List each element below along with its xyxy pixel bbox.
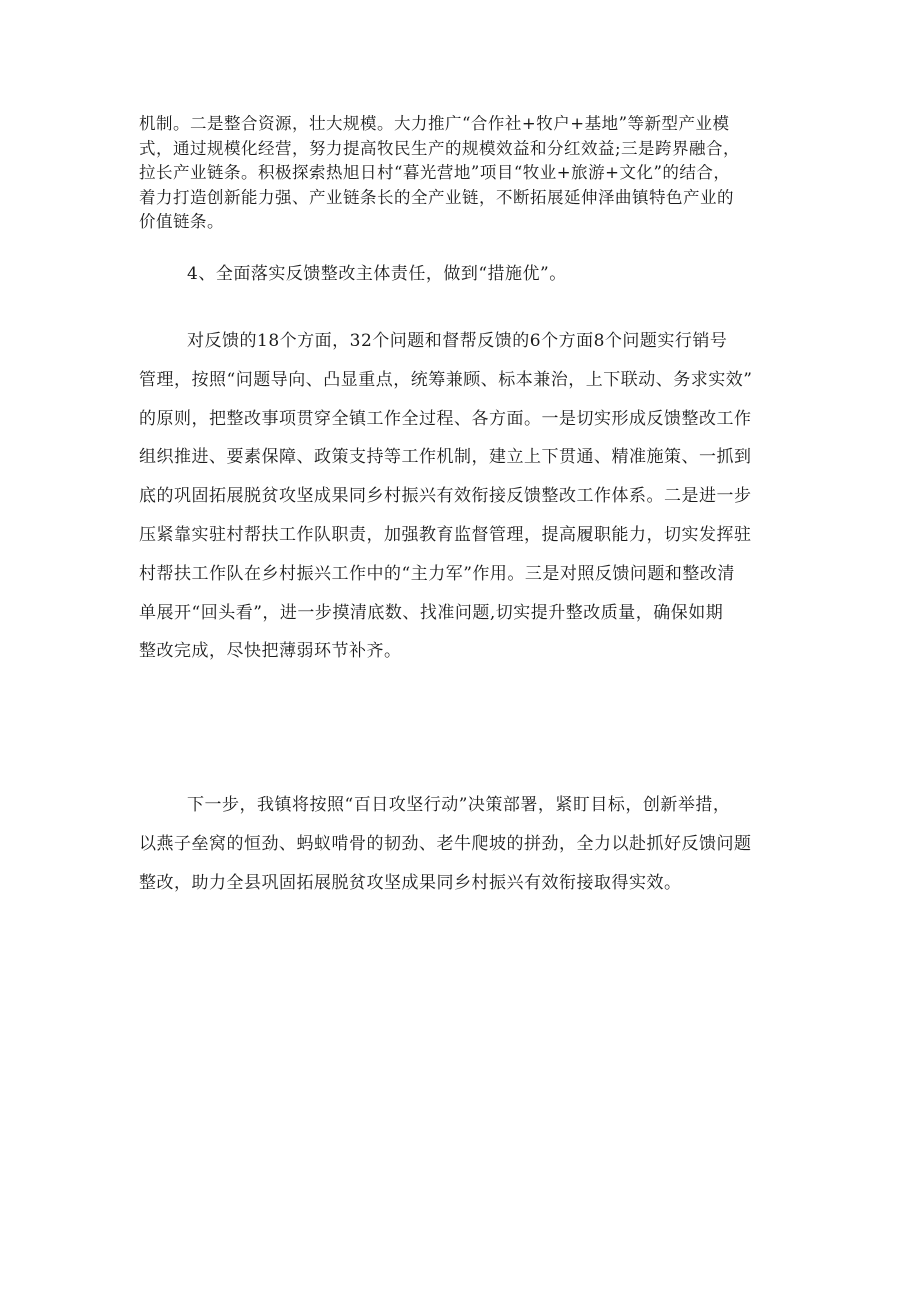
text-line: 单展开“回头看”，进一步摸清底数、找准问题,切实提升整改质量，确保如期: [139, 602, 724, 623]
text-line: 对反馈的18个方面，32个问题和督帮反馈的6个方面8个问题实行销号: [187, 331, 728, 351]
paragraph-continued: [139, 112, 789, 235]
text-line: 价值链条。: [139, 212, 224, 231]
text-line: 组织推进、要素保障、政策支持等工作机制，建立上下贯通、精准施策、一抓到: [139, 447, 752, 468]
text-line: 整改完成，尽快把薄弱环节补齐。: [139, 641, 402, 662]
text-line: 式，通过规模化经营，努力提高牧民生产的规模效益和分红效益;三是跨界融合，: [139, 138, 741, 158]
text-line: 机制。二是整合资源，壮大规模。大力推广“合作社+牧户+基地”等新型产业模: [139, 114, 730, 133]
text-line: 下一步，我镇将按照“百日攻坚行动”决策部署，紧盯目标，创新举措，: [187, 795, 731, 815]
text-line: 着力打造创新能力强、产业链条长的全产业链，不断拓展延伸泽曲镇特色产业的: [139, 187, 734, 207]
text-line: 管理，按照“问题导向、凸显重点，统筹兼顾、标本兼治，上下联动、务求实效”: [139, 369, 753, 390]
paragraph-next-step: [139, 786, 789, 902]
section-heading: 4、全面落实反馈整改主体责任，做到“措施优”。: [187, 264, 567, 284]
text-line: 以燕子垒窝的恒劲、蚂蚁啃骨的韧劲、老牛爬坡的拼劲，全力以赴抓好反馈问题: [139, 833, 752, 854]
text-line: 拉长产业链条。积极探索热旭日村“暮光营地”项目“牧业+旅游+文化”的结合，: [139, 163, 731, 182]
text-line: 底的巩固拓展脱贫攻坚成果同乡村振兴有效衔接反馈整改工作体系。二是进一步: [139, 486, 752, 507]
text-line: 整改，助力全县巩固拓展脱贫攻坚成果同乡村振兴有效衔接取得实效。: [139, 872, 682, 893]
text-line: 的原则，把整改事项贯穿全镇工作全过程、各方面。一是切实形成反馈整改工作: [139, 408, 752, 429]
text-line: 村帮扶工作队在乡村振兴工作中的“主力军”作用。三是对照反馈问题和整改清: [139, 563, 735, 584]
paragraph-measures: [139, 322, 789, 671]
text-line: 压紧靠实驻村帮扶工作队职责，加强教育监督管理，提高履职能力，切实发挥驻: [139, 524, 752, 545]
